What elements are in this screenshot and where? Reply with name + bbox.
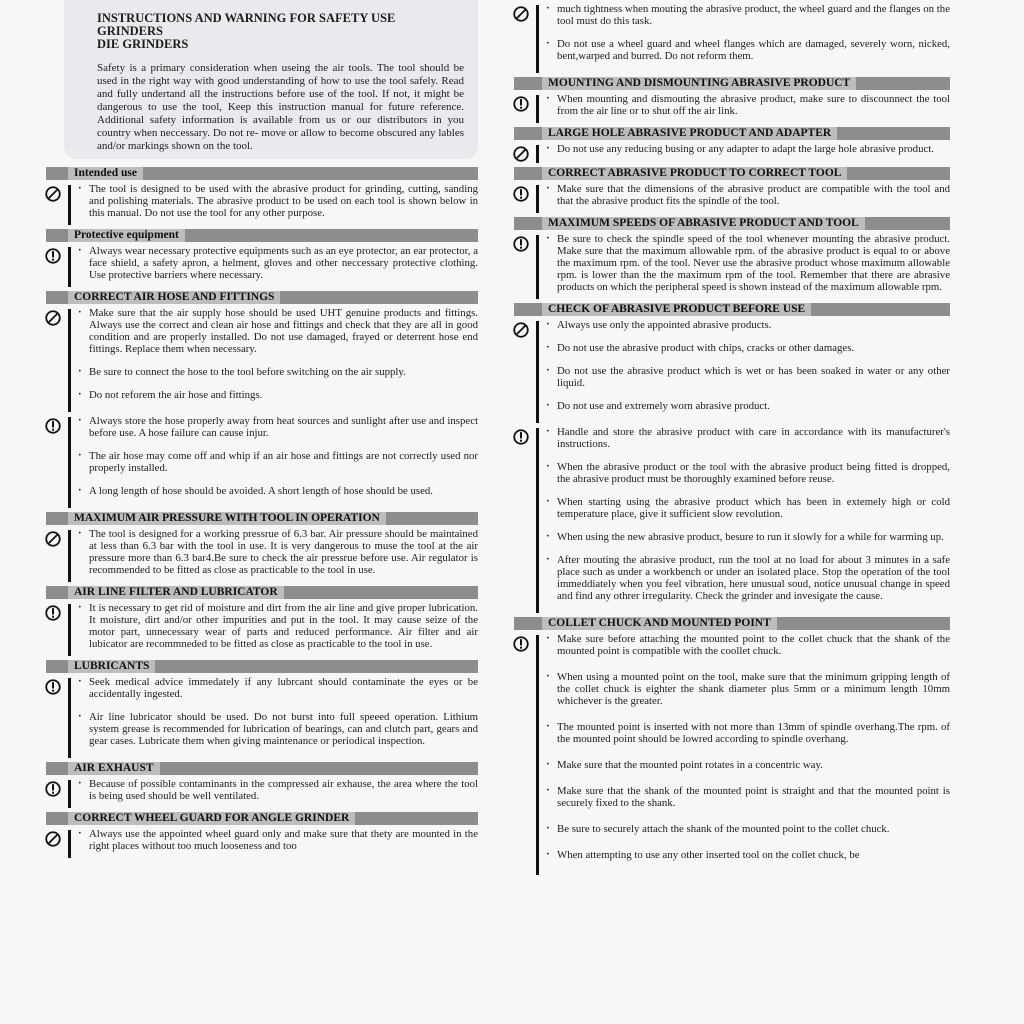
caution-icon [42, 778, 64, 798]
section-heading-bar [514, 127, 950, 140]
bullet-item: · Make sure that the shank of the mounted point is straight and that the mounted point is securely fixed to the shank. [543, 785, 950, 809]
section-heading: CORRECT AIR HOSE AND FITTINGS [68, 291, 280, 304]
group-divider-bar [68, 417, 71, 508]
bullet-item: · The mounted point is inserted with not more than 13mm of spindle overhang.The rpm. of the mounted point should be lowred according to spindle overhang. [543, 721, 950, 745]
section-heading-bar [46, 229, 478, 242]
safety-section [42, 167, 478, 225]
bullet-list [543, 93, 950, 123]
warning-group [510, 426, 950, 613]
bullet-item: · The tool is designed to be used with the abrasive product for grinding, cutting, sanding and polishing materials. The abrasive product to be used on each tool is shown below in this manual. Do not use the tool for any other purpose. [75, 183, 478, 219]
bullet-list [75, 602, 478, 656]
warning-group [42, 245, 478, 287]
section-heading: CHECK OF ABRASIVE PRODUCT BEFORE USE [542, 303, 811, 316]
bullet-list [543, 233, 950, 299]
bullet-item: · Because of possible contaminants in the compressed air exhause, the area where the tool is being used should be well ventilated. [75, 778, 478, 802]
intro-body: Safety is a primary consideration when useing the air tools. The tool should be used in the right way with good understanding of how to use the tool safely. Read and fully undertand all the instructions before use of the tool. If not, it might be dangerous to use the tool, Keep this instruction manual for future reference. Additional safety information is available from us or our distributors in you country when neccessary. Do not re- move or allow to become obscured any lables and/or markings shown on the tool. [97, 62, 464, 152]
section-heading-bar [514, 617, 950, 630]
bullet-item: · Make sure that the air supply hose should be used UHT genuine products and fittings. Always use the correct and clean air hose and fittings and check that they are all in good condition and are properly installed. Do not use damaged, frayed or deterrent hose end fittings. Replace them when necessary. [75, 307, 478, 355]
bullet-item: · Do not reforem the air hose and fittings. [75, 389, 478, 401]
section-heading-bar [514, 303, 950, 316]
warning-group [42, 183, 478, 225]
intro-title-line: GRINDERS [97, 24, 163, 38]
section-heading-bar [46, 512, 478, 525]
warning-group [42, 602, 478, 656]
bullet-list [543, 426, 950, 613]
bullet-item: · Always use the appointed wheel guard only and make sure that thety are mounted in the right places without too much looseness and too [75, 828, 478, 852]
section-heading-bar [46, 762, 478, 775]
warning-group [510, 93, 950, 123]
warning-group [510, 183, 950, 213]
bullet-item: · Be sure to securely attach the shank of the mounted point to the collet chuck. [543, 823, 950, 835]
section-heading: MOUNTING AND DISMOUNTING ABRASIVE PRODUCT [542, 77, 856, 90]
bullet-item: · When using the new abrasive product, besure to run it slowly for a while for warming up. [543, 531, 950, 543]
left-column [42, 0, 478, 862]
prohibition-icon [510, 319, 532, 339]
group-divider-bar [536, 185, 539, 213]
group-divider-bar [68, 185, 71, 225]
caution-icon [510, 183, 532, 203]
safety-section [42, 660, 478, 758]
bullet-list [75, 415, 478, 508]
left-sections [42, 167, 478, 858]
prohibition-icon [42, 828, 64, 848]
bullet-item: · Do not use the abrasive product with chips, cracks or other damages. [543, 342, 950, 354]
caution-icon [510, 633, 532, 653]
safety-section [42, 586, 478, 656]
group-divider-bar [536, 428, 539, 613]
safety-section [42, 229, 478, 287]
bullet-item: · Do not use any reducing busing or any adapter to adapt the large hole abrasive product. [543, 143, 950, 155]
bullet-list [543, 3, 950, 73]
warning-group [510, 143, 950, 163]
warning-group [510, 319, 950, 423]
bullet-item: · When starting using the abrasive product which has been in extemely high or cold temperature place, give it sufficient slow revolution. [543, 496, 950, 520]
bullet-item: · much tightness when mouting the abrasive product, the wheel guard and the flanges on the tool must do this task. [543, 3, 950, 27]
bullet-list [75, 307, 478, 412]
warning-group [42, 778, 478, 808]
section-heading: CORRECT ABRASIVE PRODUCT TO CORRECT TOOL [542, 167, 847, 180]
section-heading-bar [46, 812, 478, 825]
safety-section [42, 291, 478, 508]
section-heading: AIR EXHAUST [68, 762, 160, 775]
bullet-item: · Do not use and extremely worn abrasive product. [543, 400, 950, 412]
section-heading-bar [514, 167, 950, 180]
safety-section [510, 617, 950, 875]
prohibition-icon [510, 3, 532, 23]
bullet-item: · It is necessary to get rid of moisture and dirt from the air line and give proper lubrication. It moisture, dirt and/or other impurities and put in the tool. It may cause seize of the motor part, unnecessary wear of parts and reduced performance. Air filter and air lubicator are recommneded to be fitted as close as practicable to the tool in use. [75, 602, 478, 650]
safety-section [510, 167, 950, 213]
section-heading-bar [514, 77, 950, 90]
bullet-item: · When the abrasive product or the tool with the abrasive product being fitted is dropped, the abrasive product must be thoroughly examined before reuse. [543, 461, 950, 485]
section-heading-bar [46, 291, 478, 304]
warning-group [510, 3, 950, 73]
bullet-item: · Always store the hose properly away from heat sources and sunlight after use and inspect before use. A hose failure can cause injur. [75, 415, 478, 439]
bullet-list [543, 183, 950, 213]
warning-group [42, 828, 478, 858]
intro-title-line: DIE GRINDERS [97, 37, 189, 51]
bullet-item: · Seek medical advice immedately if any lubrcant should contaminate the eyes or be accidentally ingested. [75, 676, 478, 700]
caution-icon [42, 415, 64, 435]
bullet-list [75, 245, 478, 287]
section-heading-bar [514, 217, 950, 230]
bullet-item: · After mouting the abrasive product, run the tool at no load for about 3 minutes in a safe place such as under a workbench or under an isolated place. Stop the operation of the tool immeddiately when you feel vibration, here unusual soud, notice unusual change in speed and find any othrer irregularity. Check the grinder and invesigate the cause. [543, 554, 950, 602]
section-heading: LARGE HOLE ABRASIVE PRODUCT AND ADAPTER [542, 127, 837, 140]
section-heading: MAXIMUM AIR PRESSURE WITH TOOL IN OPERATION [68, 512, 386, 525]
bullet-item: · When mounting and dismouting the abrasive product, make sure to discounnect the tool from the air line or to shut off the air link. [543, 93, 950, 117]
section-heading: COLLET CHUCK AND MOUNTED POINT [542, 617, 777, 630]
group-divider-bar [536, 5, 539, 73]
bullet-item: · Always wear necessary protective equipments such as an eye protector, an ear protector, a face shield, a safety apron, a helment, gloves and other neccessary protective clothing. Use protective barriers where necessary. [75, 245, 478, 281]
caution-icon [510, 233, 532, 253]
group-divider-bar [68, 530, 71, 582]
group-divider-bar [536, 321, 539, 423]
bullet-list [543, 143, 950, 161]
intro-title-line: INSTRUCTIONS AND WARNING FOR SAFETY USE [97, 11, 396, 25]
bullet-item: · Do not use a wheel guard and wheel flanges which are damaged, severely worn, nicked, bent,warped and burred. Do not reform them. [543, 38, 950, 62]
bullet-item: · A long length of hose should be avoided. A short length of hose should be used. [75, 485, 478, 497]
right-column [510, 0, 950, 879]
group-divider-bar [68, 247, 71, 287]
safety-section [510, 127, 950, 163]
bullet-item: · Air line lubricator should be used. Do not burst into full speeed operation. Lithium system grease is recommended for lubrication of bearings, can and clutch part, gears and gear cases. Lubricate them when giving maintenance or periodical inspection. [75, 711, 478, 747]
caution-icon [42, 676, 64, 696]
section-heading: LUBRICANTS [68, 660, 155, 673]
prohibition-icon [42, 307, 64, 327]
bullet-item: · Make sure that the dimensions of the abrasive product are compatible with the tool and that the abrasive product fits the spindle of the tool. [543, 183, 950, 207]
warning-group [510, 633, 950, 875]
bullet-list [75, 183, 478, 225]
safety-section [510, 77, 950, 123]
bullet-item: · Make sure before attaching the mounted point to the collet chuck that the shank of the mounted point is compatible with the coollet chuck. [543, 633, 950, 657]
section-heading: Protective equipment [68, 229, 185, 242]
bullet-list [75, 676, 478, 758]
warning-group [42, 528, 478, 582]
group-divider-bar [536, 635, 539, 875]
bullet-item: · Always use only the appointed abrasive products. [543, 319, 950, 331]
group-divider-bar [68, 780, 71, 808]
prohibition-icon [510, 143, 532, 163]
caution-icon [42, 602, 64, 622]
bullet-item: · The air hose may come off and whip if an air hose and fittings are not correctly used nor properly installed. [75, 450, 478, 474]
warning-group [510, 233, 950, 299]
section-heading-bar [46, 660, 478, 673]
right-sections [510, 3, 950, 875]
bullet-item: · Handle and store the abrasive product with care in accordance with its manufacturer's instructions. [543, 426, 950, 450]
section-heading: MAXIMUM SPEEDS OF ABRASIVE PRODUCT AND TOOL [542, 217, 865, 230]
bullet-list [75, 828, 478, 858]
bullet-list [543, 633, 950, 875]
section-heading: CORRECT WHEEL GUARD FOR ANGLE GRINDER [68, 812, 355, 825]
bullet-item: · Be sure to connect the hose to the tool before switching on the air supply. [75, 366, 478, 378]
warning-group [42, 415, 478, 508]
prohibition-icon [42, 528, 64, 548]
group-divider-bar [536, 145, 539, 163]
bullet-item: · When using a mounted point on the tool, make sure that the minimum gripping length of the collet chuck is eighter the shank diameter plus 5mm or a minimum length 10mm whichever is the greater. [543, 671, 950, 707]
caution-icon [510, 93, 532, 113]
bullet-item: · Be sure to check the spindle speed of the tool whenever mounting the abrasive product. Make sure that the maximum allowable rpm. of the abrasive product is equal to or above the maximum rpm. of the tool. Never use the abrasive product whose maximum allowable rpm. is lower than the the maximum rpm of the tool. Remember that there are abrasive products on which the peripheral speed is shown instead of the maximum allowable rpm. [543, 233, 950, 293]
safety-section [42, 762, 478, 808]
bullet-list [75, 778, 478, 808]
warning-group [42, 676, 478, 758]
section-heading: AIR LINE FILTER AND LUBRICATOR [68, 586, 284, 599]
section-heading-bar [46, 167, 478, 180]
prohibition-icon [42, 183, 64, 203]
intro-title [97, 12, 464, 51]
group-divider-bar [536, 95, 539, 123]
safety-section [42, 812, 478, 858]
group-divider-bar [68, 830, 71, 858]
intro-box [64, 0, 478, 159]
section-heading: Intended use [68, 167, 143, 180]
section-heading-bar [46, 586, 478, 599]
bullet-list [543, 319, 950, 423]
bullet-list [75, 528, 478, 582]
safety-section [510, 217, 950, 299]
group-divider-bar [536, 235, 539, 299]
safety-section [42, 512, 478, 582]
group-divider-bar [68, 604, 71, 656]
caution-icon [42, 245, 64, 265]
warning-group [42, 307, 478, 412]
bullet-item: · The tool is designed for a working pressrue of 6.3 bar. Air pressure should be maintained at less than 6.3 bar with the tool in use. It is very dangerous to muse the tool at the air pressure more than 6.3 bar4.Be sure to check the air pressrue before use. Air regulator is recommended to be fitted as close as practicable to the tool in use. [75, 528, 478, 576]
group-divider-bar [68, 309, 71, 412]
caution-icon [510, 426, 532, 446]
bullet-item: · When attempting to use any other inserted tool on the collet chuck, be [543, 849, 950, 861]
safety-section [510, 303, 950, 613]
group-divider-bar [68, 678, 71, 758]
safety-section [510, 3, 950, 73]
bullet-item: · Do not use the abrasive product which is wet or has been soaked in water or any other liquid. [543, 365, 950, 389]
bullet-item: · Make sure that the mounted point rotates in a concentric way. [543, 759, 950, 771]
